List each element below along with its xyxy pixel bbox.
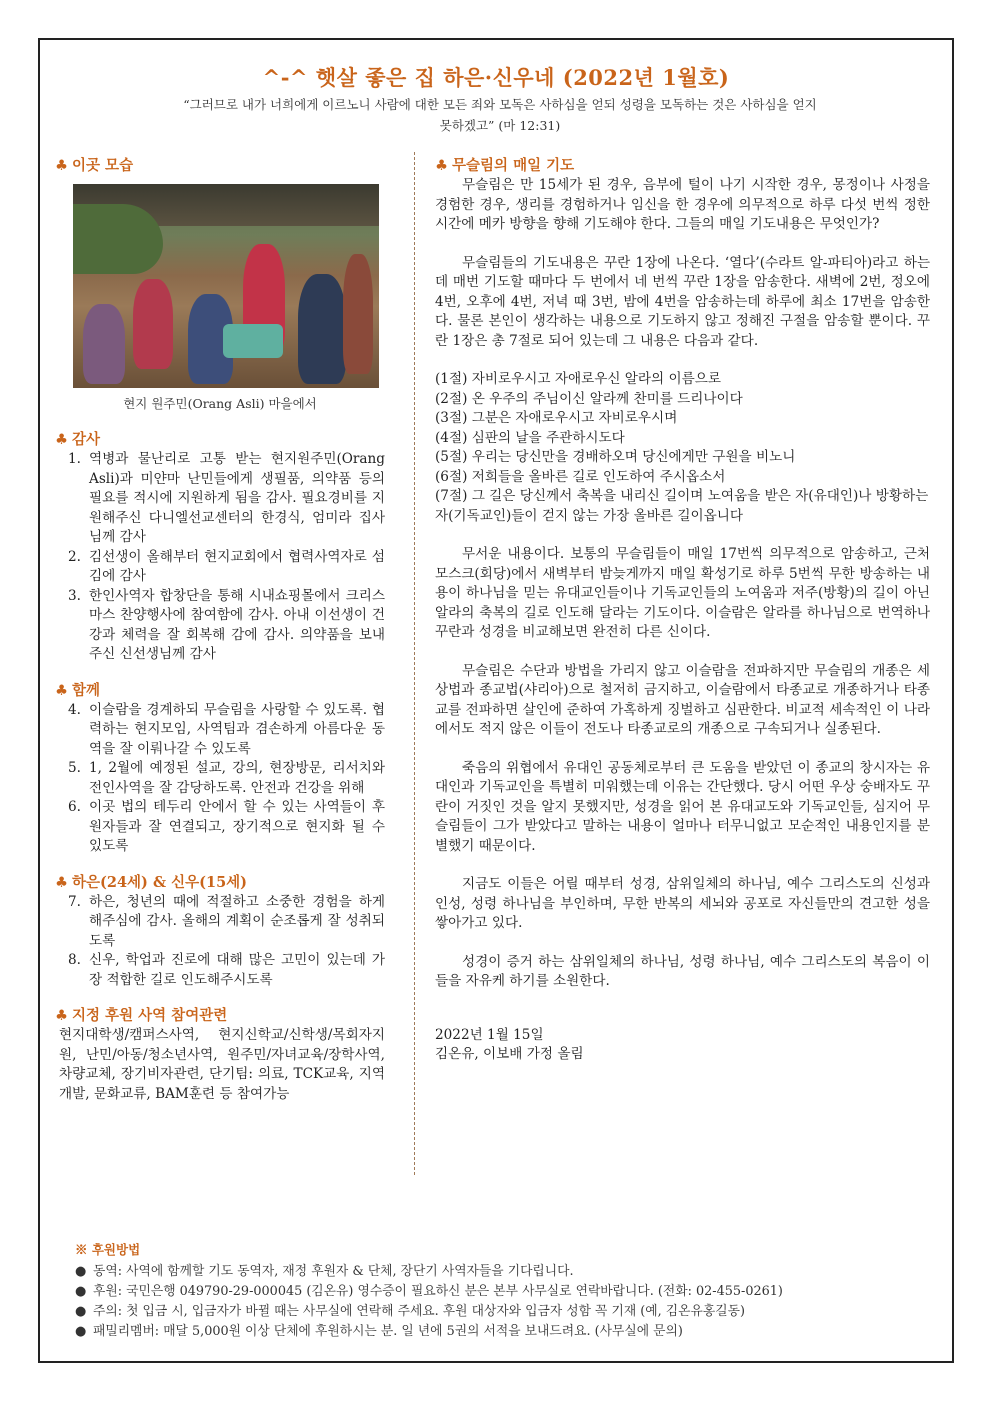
column-divider <box>414 152 415 1175</box>
photo-gift <box>223 324 283 358</box>
paragraph: 무슬림은 수단과 방법을 가리지 않고 이슬람을 전파하지만 무슬림의 개종은 세상법과 종교법(샤리아)으로 철저히 금지하고, 이슬람에서 타종교로 개종하거나 타종교를 전파하면 살인에 준하여 가혹하게 징벌하고 심판한다. 비교적 세속적인 이 나라에서도 적지 않은 이들이 전도나 타종교로의 개종으로 구속되거나 실종된다. <box>435 662 930 737</box>
club-icon: ♣ <box>55 157 68 174</box>
header-verse <box>100 94 900 136</box>
list-item: 2. 김선생이 올해부터 현지교회에서 협력사역자로 섬김에 감사 <box>68 548 385 584</box>
section-heading-scenery: ♣ 이곳 모습 <box>55 157 134 174</box>
list-item: 3. 한인사역자 합창단을 통해 시내쇼핑몰에서 크리스마스 찬양행사에 참여함에 감사. 아내 이선생이 건강과 체력을 잘 회복해 감에 감사. 의약품을 보내주신 신선생님께 감사 <box>68 587 385 662</box>
verse-line-1: “그러므로 내가 너희에게 이르노니 사람에 대한 모든 죄와 모독은 사하심을 얻되 성령을 모독하는 것은 사하심을 얻지 <box>183 97 817 112</box>
club-icon: ♣ <box>55 681 68 699</box>
photo-trees <box>73 204 163 274</box>
list-item: 8. 신우, 학업과 진로에 대해 많은 고민이 있는데 가장 적합한 길로 인도해주시도록 <box>68 952 385 988</box>
list-item: ● 패밀리멤버: 매달 5,000원 이상 단체에 후원하시는 분. 일 년에 5권의 서적을 보내드려요. (사무실에 문의) <box>75 1322 955 1342</box>
verse-line: (3절) 그분은 자애로우시고 자비로우시며 <box>435 410 678 426</box>
right-column <box>435 156 930 1065</box>
bullet-icon: ● <box>75 1264 87 1279</box>
paragraph: 무슬림들의 기도내용은 꾸란 1장에 나온다. ‘열다’(수라트 알-파티아)라고 하는데 매번 기도할 때마다 두 번에서 네 번씩 꾸란 1장을 암송한다. 새벽에 2번, 정오에 4번, 오후에 4번, 저녁 때 3번, 밤에 4번을 암송하는데 하루에 최소 17번을 암송한다. 물론 본인이 생각하는 내용으로 기도하지 않고 정해진 구절을 암송할 뿐이다. 꾸란 1장은 총 7절로 되어 있는데 그 내용은 다음과 같다. <box>435 254 930 349</box>
photo-caption: 현지 원주민(Orang Asli) 마을에서 <box>123 396 317 411</box>
section-heading-prayer: ♣ 무슬림의 매일 기도 <box>435 157 575 174</box>
quran-verses <box>435 370 930 526</box>
club-icon: ♣ <box>435 157 448 174</box>
letter-signature: 김온유, 이보배 가정 올림 <box>435 1046 584 1062</box>
list-item: 6. 이곳 법의 테두리 안에서 할 수 있는 사역들이 후원자들과 잘 연결되고, 장기적으로 현지화 될 수 있도록 <box>68 799 385 854</box>
newsletter-frame <box>38 38 954 1363</box>
village-photo <box>73 184 379 388</box>
verse-line: (1절) 자비로우시고 자애로우신 알라의 이름으로 <box>435 371 722 387</box>
photo-person <box>83 304 125 384</box>
support-methods-list <box>75 1262 955 1342</box>
verse-line-2: 못하겠고” (마 12:31) <box>439 118 561 133</box>
thanks-list <box>55 450 385 665</box>
bullet-icon: ● <box>75 1304 87 1319</box>
section-heading-together: ♣ 함께 <box>55 681 101 699</box>
list-item: 1. 역병과 물난리로 고통 받는 현지원주민(Orang Asli)과 미얀마 난민들에게 생필품, 의약품 등의 필요를 적시에 지원하게 됨을 감사. 필요경비를 지원해주신 다니엘선교센터의 한경식, 엄미라 집사님께 감사 <box>68 451 385 545</box>
verse-line: (2절) 온 우주의 주님이신 알라께 찬미를 드리나이다 <box>435 390 743 407</box>
letter-date: 2022년 1월 15일 <box>435 1026 544 1043</box>
paragraph: 성경이 증거 하는 삼위일체의 하나님, 성령 하나님, 예수 그리스도의 복음이 이들을 자유케 하기를 소원한다. <box>435 953 930 989</box>
section-heading-thanks: ♣ 감사 <box>55 431 101 448</box>
together-list <box>55 701 385 857</box>
verse-line: (5절) 우리는 당신만을 경배하오며 당신에게만 구원을 비노니 <box>435 449 796 465</box>
support-ministries-text: 현지대학생/캠퍼스사역, 현지신학교/신학생/목회자지원, 난민/아동/청소년사역, 원주민/자녀교육/장학사역, 차량교체, 장기비자관련, 단기팀: 의료, TCK교육, 지역개발, 문화교류, BAM훈련 등 참여가능 <box>59 1027 385 1102</box>
newsletter-title: ^-^ 햇살 좋은 집 하은·신우네 (2022년 1월호) <box>262 65 730 90</box>
paragraph: 죽음의 위협에서 유대인 공동체로부터 큰 도움을 받았던 이 종교의 창시자는 유대인과 기독교인을 특별히 미워했는데 이유는 간단했다. 당시 어떤 우상 숭배자도 꾸란이 거짓인 것을 알지 못했지만, 성경을 읽어 본 유대교도와 기독교인들, 심지어 무슬림들이 그가 받았다고 말하는 내용이 얼마나 터무니없고 모순적인 내용인지를 분별했기 때문이다. <box>435 759 930 854</box>
support-methods-title: ※ 후원방법 <box>75 1242 141 1257</box>
list-item: 5. 1, 2월에 예정된 설교, 강의, 현장방문, 리서치와 전인사역을 잘 감당하도록. 안전과 건강을 위해 <box>68 760 385 796</box>
list-item: 7. 하은, 청년의 때에 적절하고 소중한 경험을 하게 해주심에 감사. 올해의 계획이 순조롭게 잘 성취되도록 <box>68 893 385 949</box>
left-column <box>55 156 385 1104</box>
verse-line: (6절) 저희들을 올바른 길로 인도하여 주시옵소서 <box>435 468 726 485</box>
support-methods <box>75 1240 955 1342</box>
verse-line: (7절) 그 길은 당신께서 축복을 내리신 길이며 노여움을 받은 자(유대인)나 방황하는 자(기독교인)들이 걷지 않는 가장 올바른 길이옵니다 <box>435 488 929 524</box>
club-icon: ♣ <box>55 1007 68 1024</box>
bullet-icon: ● <box>75 1284 87 1299</box>
paragraph: 지금도 이들은 어릴 때부터 성경, 삼위일체의 하나님, 예수 그리스도의 신성과 인성, 성령 하나님을 부인하며, 무한 반복의 세뇌와 공포로 자신들만의 견고한 성을 쌓아가고 있다. <box>435 876 930 931</box>
list-item: 4. 이슬람을 경계하되 무슬림을 사랑할 수 있도록. 협력하는 현지모임, 사역팀과 겸손하게 아름다운 동역을 잘 이뤄나갈 수 있도록 <box>68 701 385 757</box>
section-heading-support: ♣ 지정 후원 사역 참여관련 <box>55 1007 228 1024</box>
paragraph: 무슬림은 만 15세가 된 경우, 음부에 털이 나기 시작한 경우, 몽정이나 사정을 경험한 경우, 생리를 경험하거나 임신을 한 경우에 의무적으로 하루 다섯 번씩 정한 시간에 메카 방향을 향해 기도해야 한다. 그들의 매일 기도내용은 무엇인가? <box>435 177 930 232</box>
club-icon: ♣ <box>55 431 68 448</box>
paragraph: 무서운 내용이다. 보통의 무슬림들이 매일 17번씩 의무적으로 암송하고, 근처 모스크(회당)에서 새벽부터 밤늦게까지 매일 확성기로 하루 5번씩 무한 방송하는 내용이 하나님을 믿는 유대교인들이나 기독교인들의 노여움과 저주(방황)의 길이 아닌 알라의 축복의 길로 인도해 달라는 기도이다. 이슬람은 알라를 하나님으로 번역하나 꾸란과 성경을 비교해보면 완전히 다른 신이다. <box>435 546 930 640</box>
list-item: ● 주의: 첫 입금 시, 입금자가 바뀔 때는 사무실에 연락해 주세요. 후원 대상자와 입금자 성함 꼭 기재 (예, 김온유홍길동) <box>75 1302 955 1322</box>
list-item: ● 후원: 국민은행 049790-29-000045 (김온유) 영수증이 필요하신 분은 본부 사무실로 연락바랍니다. (전화: 02-455-0261) <box>75 1282 955 1302</box>
verse-line: (4절) 심판의 날을 주관하시도다 <box>435 429 625 446</box>
children-list <box>55 893 385 991</box>
club-icon: ♣ <box>55 873 68 891</box>
photo-person <box>298 274 346 384</box>
section-heading-children: ♣ 하은(24세) & 신우(15세) <box>55 873 248 891</box>
photo-person <box>343 254 373 374</box>
list-item: ● 동역: 사역에 함께할 기도 동역자, 재정 후원자 & 단체, 장단기 사역자들을 기다립니다. <box>75 1262 955 1282</box>
bullet-icon: ● <box>75 1324 87 1339</box>
photo-person <box>133 279 173 369</box>
